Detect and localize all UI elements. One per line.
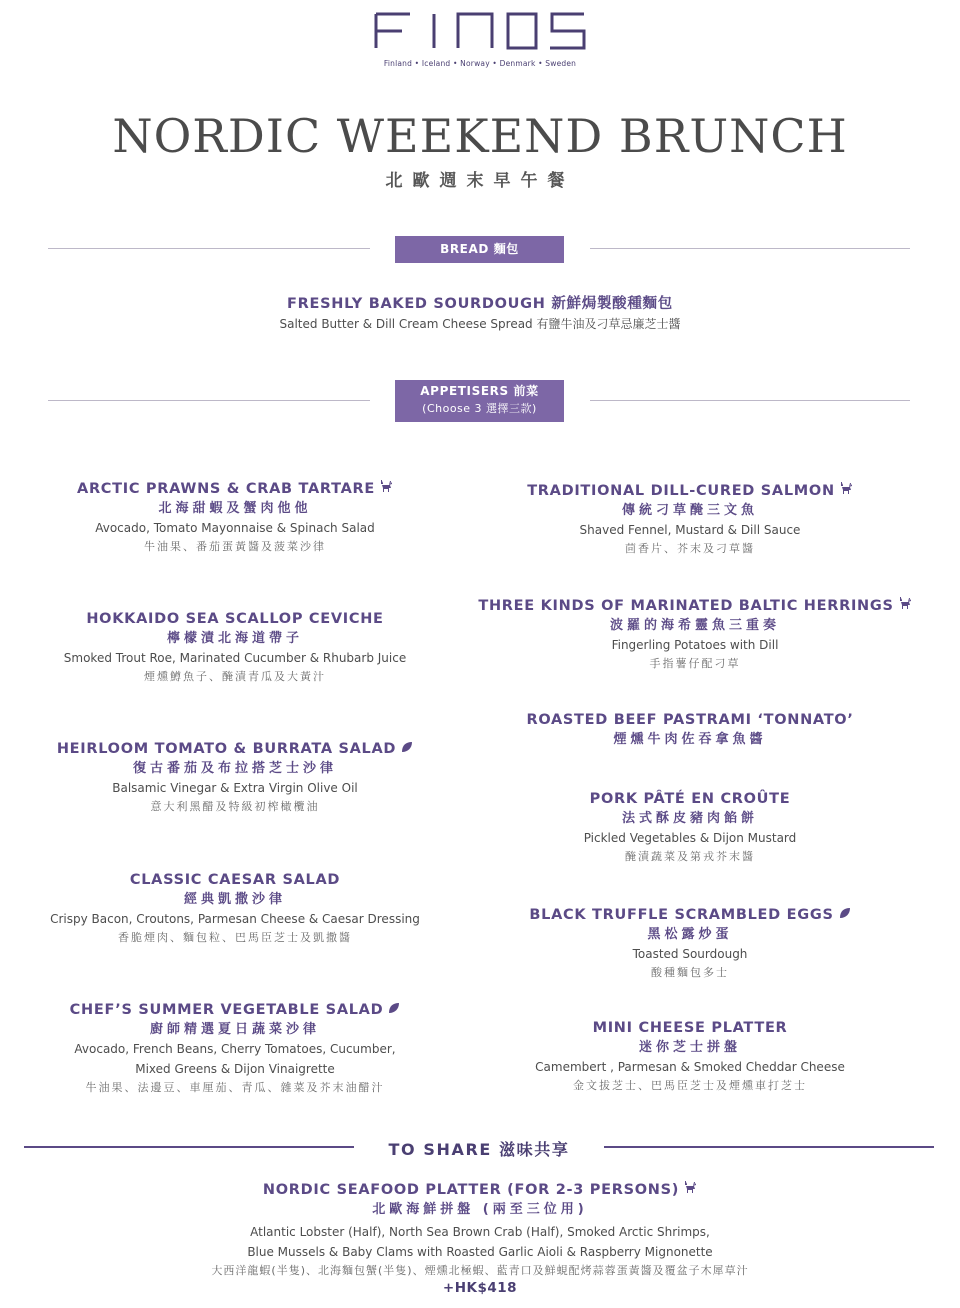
item-name: HOKKAIDO SEA SCALLOP CEVICHE <box>86 611 384 627</box>
menu-item <box>470 789 910 866</box>
item-description-cn: 手指薯仔配刁草 <box>649 657 741 670</box>
menu-item <box>470 481 910 558</box>
item-description-2: Mixed Greens & Dijon Vinaigrette <box>135 1062 335 1076</box>
menu-item-share <box>0 1180 960 1296</box>
item-description-cn: 香脆煙肉、麵包粒、巴馬臣芝士及凱撒醬 <box>118 931 352 944</box>
item-name-cn: 黑松露炒蛋 <box>647 927 733 942</box>
menu-item <box>30 1000 440 1097</box>
item-description: Fingerling Potatoes with Dill <box>611 638 779 652</box>
page-subtitle: 北歐週末早午餐 <box>385 171 575 191</box>
item-description-cn: 牛油果、番茄蛋黃醬及菠菜沙律 <box>144 540 326 553</box>
item-description-cn: 牛油果、法邊豆、車厘茄、青瓜、雜菜及芥末油醋汁 <box>85 1081 385 1094</box>
divider <box>48 400 370 401</box>
reindeer-icon <box>380 479 393 499</box>
item-description: Avocado, Tomato Mayonnaise & Spinach Salad <box>95 521 375 535</box>
item-description-cn: 意大利黑醋及特級初榨橄欖油 <box>150 800 320 813</box>
section-badge-bread <box>395 236 564 263</box>
menu-item <box>470 710 910 749</box>
reindeer-icon <box>840 481 853 501</box>
leaf-icon <box>401 739 413 759</box>
section-note: (Choose 3 選擇三款) <box>422 402 537 415</box>
item-description-cn: 茴香片、芥末及刁草醬 <box>625 542 755 555</box>
item-name-cn: 北海甜蝦及蟹肉他他 <box>158 501 312 516</box>
reindeer-icon <box>684 1180 697 1200</box>
item-description: Crispy Bacon, Croutons, Parmesan Cheese & Caesar Dressing <box>50 912 420 926</box>
item-name: THREE KINDS OF MARINATED BALTIC HERRINGS <box>478 598 894 614</box>
item-name-cn: 法式酥皮豬肉餡餅 <box>621 811 758 826</box>
menu-item <box>30 739 440 816</box>
item-description: Smoked Trout Roe, Marinated Cucumber & Rhubarb Juice <box>63 651 407 665</box>
item-description: Camembert , Parmesan & Smoked Cheddar Cheese <box>535 1060 845 1074</box>
menu-item <box>470 596 920 673</box>
item-name: NORDIC SEAFOOD PLATTER (FOR 2-3 PERSONS) <box>262 1182 680 1198</box>
item-price: +HK$418 <box>442 1280 518 1296</box>
menu-item <box>470 1018 910 1095</box>
menu-item <box>30 479 440 556</box>
menu-item <box>30 870 440 947</box>
item-description: Atlantic Lobster (Half), North Sea Brown Crab (Half), Smoked Arctic Shrimps, <box>250 1225 710 1239</box>
page-title: NORDIC WEEKEND BRUNCH <box>112 109 848 163</box>
leaf-icon <box>388 1000 400 1020</box>
item-description: Avocado, French Beans, Cherry Tomatoes, Cucumber, <box>74 1042 396 1056</box>
item-description-cn: 醃漬蔬菜及第戎芥末醬 <box>625 850 755 863</box>
item-name-cn: 波羅的海希靈魚三重奏 <box>609 618 780 633</box>
item-name: ARCTIC PRAWNS & CRAB TARTARE <box>77 481 375 497</box>
divider <box>590 400 910 401</box>
item-name: CHEF’S SUMMER VEGETABLE SALAD <box>69 1002 384 1018</box>
item-name: CLASSIC CAESAR SALAD <box>129 872 341 888</box>
item-description-cn: 金文拔芝士、巴馬臣芝士及煙燻車打芝士 <box>573 1079 807 1092</box>
item-name: PORK PÂTÉ EN CROÛTE <box>589 791 791 807</box>
item-name: TRADITIONAL DILL-CURED SALMON <box>527 483 835 499</box>
item-name: HEIRLOOM TOMATO & BURRATA SALAD <box>56 741 397 757</box>
item-description: Shaved Fennel, Mustard & Dill Sauce <box>579 523 801 537</box>
logo-countries: Finland • Iceland • Norway • Denmark • Sweden <box>383 59 577 68</box>
logo <box>0 10 960 52</box>
reindeer-icon <box>899 596 912 616</box>
divider <box>24 1146 354 1148</box>
item-description-cn: 大西洋龍蝦(半隻)、北海麵包蟹(半隻)、煙燻北極蝦、藍青口及鮮蜆配烤蒜蓉蛋黃醬及覆盆子木犀草汁 <box>211 1264 749 1277</box>
item-description-cn: 煙燻鱒魚子、醃漬青瓜及大黃汁 <box>144 670 326 683</box>
divider <box>604 1146 934 1148</box>
menu-item <box>30 609 440 686</box>
section-label: BREAD 麵包 <box>440 242 519 256</box>
menu-item <box>470 905 910 982</box>
item-name-cn: 北歐海鮮拼盤 (兩至三位用) <box>372 1202 588 1217</box>
section-label: APPETISERS 前菜 <box>420 384 539 398</box>
item-name-cn: 傳統刁草醃三文魚 <box>621 503 758 518</box>
section-badge-appetisers <box>395 380 564 422</box>
section-heading-share: TO SHARE 滋味共享 <box>388 1140 570 1159</box>
item-name-cn: 迷你芝士拼盤 <box>638 1040 741 1055</box>
divider <box>48 248 370 249</box>
menu-item-bread <box>0 294 960 334</box>
item-name-cn: 經典凱撒沙律 <box>183 892 286 907</box>
divider <box>590 248 910 249</box>
item-description: Pickled Vegetables & Dijon Mustard <box>583 831 797 845</box>
item-name-cn: 煙燻牛肉佐吞拿魚醬 <box>613 732 767 747</box>
item-name: MINI CHEESE PLATTER <box>592 1020 788 1036</box>
item-name-cn: 檸檬漬北海道帶子 <box>166 631 303 646</box>
item-description: Toasted Sourdough <box>632 947 748 961</box>
item-name-cn: 廚師精選夏日蔬菜沙律 <box>149 1022 320 1037</box>
finds-logo-mark <box>372 10 588 52</box>
item-description: Balsamic Vinegar & Extra Virgin Olive Oil <box>112 781 358 795</box>
leaf-icon <box>839 905 851 925</box>
item-description-2: Blue Mussels & Baby Clams with Roasted Garlic Aioli & Raspberry Mignonette <box>247 1245 713 1259</box>
item-description-cn: 酸種麵包多士 <box>651 966 729 979</box>
item-name-cn: 復古番茄及布拉搭芝士沙律 <box>132 761 337 776</box>
item-name: BLACK TRUFFLE SCRAMBLED EGGS <box>529 907 834 923</box>
item-name: FRESHLY BAKED SOURDOUGH 新鮮焗製酸種麵包 <box>287 296 673 312</box>
item-name: ROASTED BEEF PASTRAMI ‘TONNATO’ <box>526 712 854 728</box>
item-description: Salted Butter & Dill Cream Cheese Spread 有鹽牛油及刁草忌廉芝士醬 <box>279 317 681 331</box>
